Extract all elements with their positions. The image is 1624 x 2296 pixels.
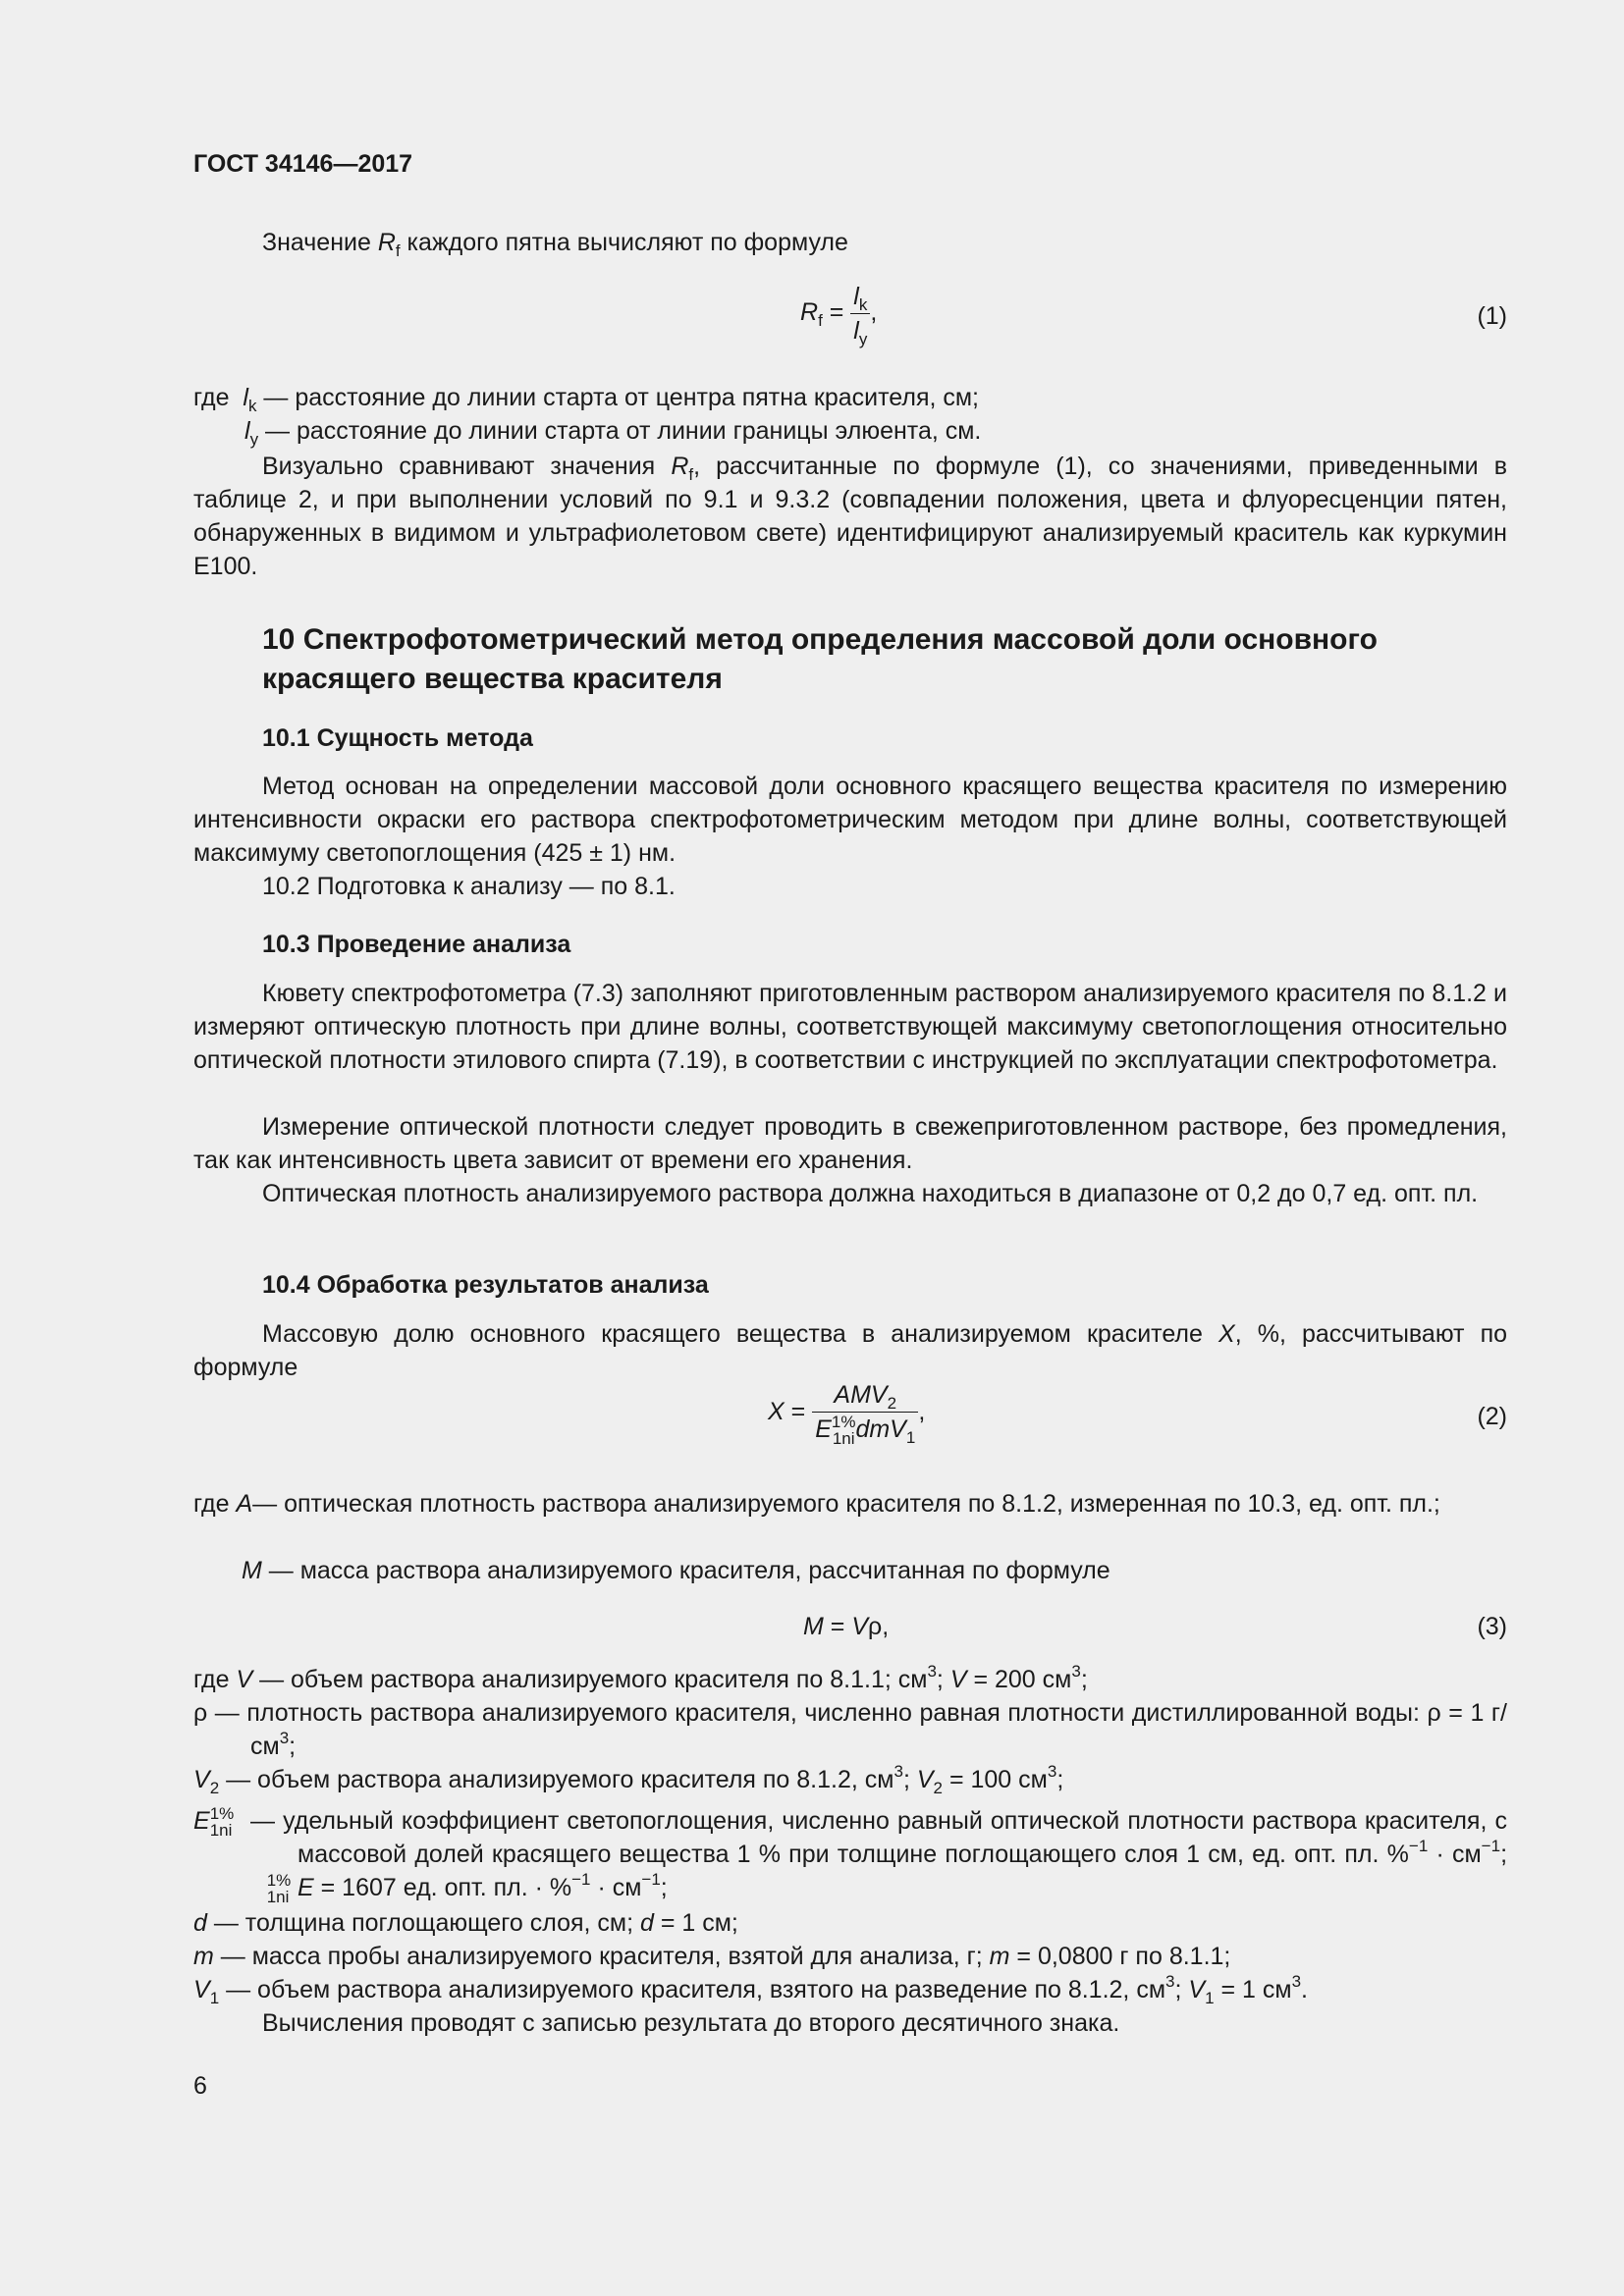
where-M: M — масса раствора анализируемого красителя, рассчитанная по формуле [242,1557,1110,1584]
formula-2: X = $AMV_2$ E 1% 1ni dmV$_1$ , [768,1378,925,1447]
where-V: где V — объем раствора анализируемого красителя по 8.1.1; $см^3$; V = 200 $см^3$; [193,1662,1088,1693]
where-E: E 1% 1ni — удельный коэффициент светопоглощения, численно равный оптической плотности раствора красителя, с массовой долей красящего вещества 1 % при толщине поглощающего слоя 1 см, ед. опт. пл. $\%^{-1} \cdot см^{-1}$; E 1% 1ni = 1607 ед. опт. пл. · $\%^{-1} \cdot см^{-1}$; [193,1804,1508,1907]
formula-3: M = Vρ, [803,1613,890,1640]
paragraph-10-1: Метод основан на определении массовой доли основного красящего вещества красителя по измерению интенсивности окраски его раствора спектрофотометрическим методом при длине волны, соответствующей максимуму светопоглощения (425 ± 1) нм. [193,773,1507,867]
section-10-3-heading: 10.3 Проведение анализа [262,931,571,958]
formula-1-number: (1) [1477,302,1507,330]
formula-2-number: (2) [1477,1403,1507,1430]
paragraph-final: Вычисления проводят с записью результата до второго десятичного знака. [262,2009,1120,2037]
section-10-4-heading: 10.4 Обработка результатов анализа [262,1271,709,1299]
formula-3-number: (3) [1477,1613,1507,1640]
formula-2-fraction: $AMV_2$ E 1% 1ni dmV$_1$ [812,1378,918,1447]
paragraph-10-4: Массовую долю основного красящего вещества в анализируемом красителе X, %, рассчитывают по формуле [193,1320,1508,1381]
standard-header: ГОСТ 34146—2017 [193,150,413,178]
where-m: m — масса пробы анализируемого красителя, взятой для анализа, г; m = 0,0800 г по 8.1.1; [193,1943,1231,1970]
page-number: 6 [193,2072,207,2100]
section-10-1-heading: 10.1 Сущность метода [262,724,533,752]
where-lk: где $l_k$ — расстояние до линии старта от центра пятна красителя, см; [193,384,980,415]
where-V1: $V_1$ — объем раствора анализируемого красителя, взятого на разведение по 8.1.2, $см^3$; $V_1 = 1$ $см^3$. [193,1972,1308,2007]
where-ly: $l_y$ — расстояние до линии старта от линии границы элюента, см. [244,417,982,449]
paragraph-10-3-c: Оптическая плотность анализируемого раствора должна находиться в диапазоне от 0,2 до 0,7 ед. опт. пл. [262,1180,1479,1207]
paragraph-visual-compare: Визуально сравнивают значения $R_f$, рассчитанные по формуле (1), со значениями, приведенными в таблице 2, и при выполнении условий по 9.1 и 9.3.2 (совпадении положения, цвета и флуоресценции пятен, обнаруженных в видимом и ультрафиолетовом свете) идентифицируют анализируемый краситель как куркумин Е100. [193,453,1507,580]
section-10-heading: 10 Спектрофотометрический метод определения массовой доли основного красящего вещества красителя [262,623,1378,695]
where-V2: $V_2$ — объем раствора анализируемого красителя по 8.1.2, $см^3$; $V_2 = 100$ $см^3$; [193,1762,1064,1797]
where-A: где A — оптическая плотность раствора анализируемого красителя по 8.1.2, измеренная по 10.3, ед. опт. пл.; [193,1490,1440,1518]
where-rho: ρ — плотность раствора анализируемого красителя, численно равная плотности дистиллированной воды: ρ = 1 $г/см^3$; [193,1699,1507,1760]
paragraph-rf-intro: Значение $R_f$ каждого пятна вычисляют по формуле [262,229,848,260]
paragraph-10-3-a: Кювету спектрофотометра (7.3) заполняют приготовленным раствором анализируемого красителя по 8.1.2 и измеряют оптическую плотность при длине волны, соответствующей максимуму светопоглощения относительно оптической плотности этилового спирта (7.19), в соответствии с инструкцией по эксплуатации спектрофотометра. [193,980,1507,1074]
formula-1: $R_f$ = $\frac{l_k}{l_y}$ , [800,280,877,347]
where-d: d — толщина поглощающего слоя, см; d = 1 см; [193,1909,738,1937]
formula-1-fraction: $\frac{l_k}{l_y}$ [850,280,870,347]
paragraph-10-3-b: Измерение оптической плотности следует проводить в свежеприготовленном растворе, без промедления, так как интенсивность цвета зависит от времени его хранения. [193,1113,1507,1174]
paragraph-10-2: 10.2 Подготовка к анализу — по 8.1. [262,873,676,900]
